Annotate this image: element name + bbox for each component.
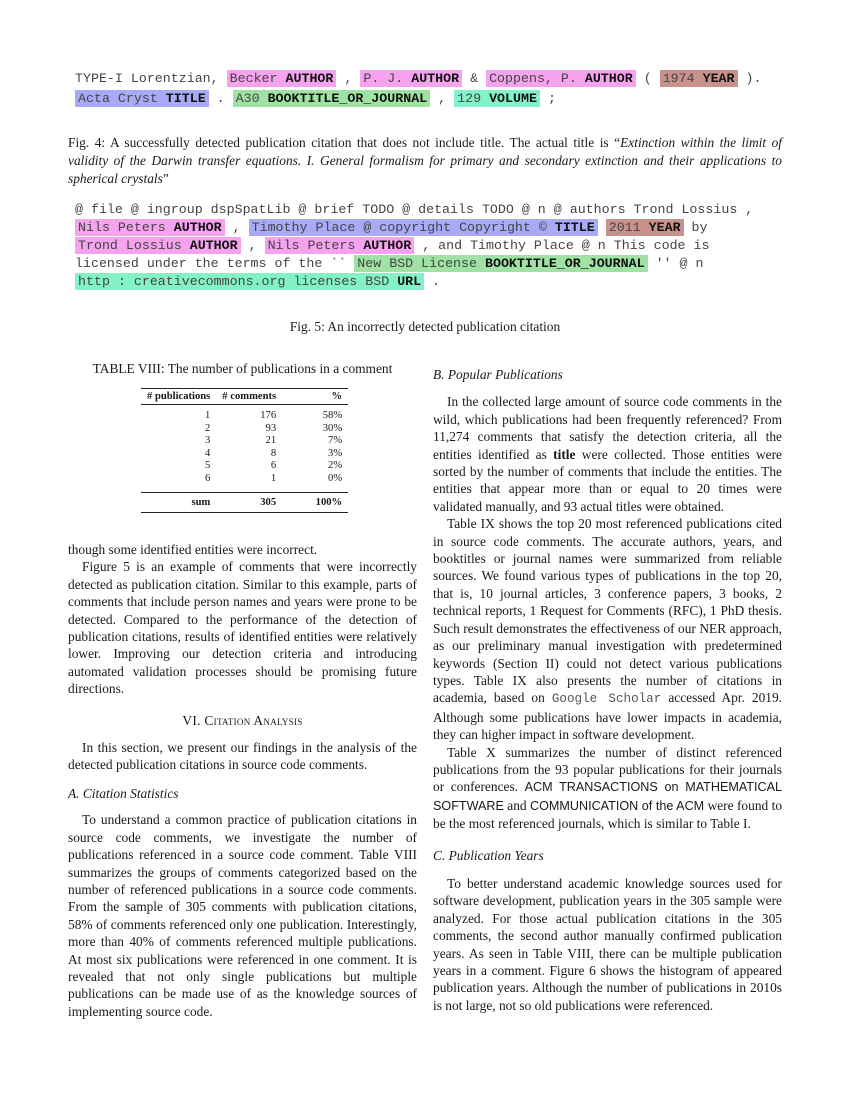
entity-label: URL xyxy=(397,274,422,289)
table-sum-row xyxy=(141,492,348,513)
entity-text: 2011 xyxy=(608,220,641,235)
table-cell: 1 xyxy=(270,472,277,484)
fig5-caption: Fig. 5: An incorrectly detected publication citation xyxy=(289,319,561,334)
col-header: # comments xyxy=(216,389,282,405)
table-row xyxy=(141,460,348,473)
col-header: % xyxy=(282,389,348,405)
code-text: , xyxy=(438,91,447,106)
entity-text: http : creativecommons.org licenses BSD xyxy=(78,274,390,289)
entity-label: YEAR xyxy=(648,220,681,235)
table-row xyxy=(141,448,348,461)
code-text: ( xyxy=(643,71,652,86)
table-cell: 0% xyxy=(328,472,343,484)
entity-label: AUTHOR xyxy=(173,220,222,235)
entity-year xyxy=(660,70,738,87)
fig4-caption xyxy=(68,134,782,188)
fig4-caption-title: Extinction within the limit of validity of the Darwin transfer equations. I. General formalism for primary and secondary extinction and their applications to spherical crystals xyxy=(68,135,783,186)
table-row xyxy=(141,435,348,448)
table-cell: 3% xyxy=(328,447,343,459)
journal-name: COMMUNICATION of the ACM xyxy=(530,798,705,813)
journal-name: ACM TRANSACTIONS on MATHEMATICAL SOFTWARE xyxy=(433,780,782,813)
table-cell: 30% xyxy=(322,422,343,434)
right-column-text xyxy=(433,366,782,1014)
entity-author xyxy=(227,70,337,87)
entity-booktitle xyxy=(233,90,431,107)
entity-label: TITLE xyxy=(554,220,595,235)
fig5-code-block xyxy=(75,201,785,291)
table-cell: 5 xyxy=(205,460,211,472)
entity-label: YEAR xyxy=(702,71,735,86)
table-cell: 3 xyxy=(205,435,211,447)
table-row xyxy=(141,405,348,423)
fig4-caption-end: ” xyxy=(162,171,169,186)
table-cell: 4 xyxy=(205,447,211,459)
table-cell: 7% xyxy=(328,435,343,447)
entity-text: A30 xyxy=(235,91,260,106)
paragraph xyxy=(433,515,782,743)
table-cell: 1 xyxy=(205,410,211,421)
code-text: TYPE-I Lorentzian, xyxy=(75,71,219,86)
code-text: ; xyxy=(547,91,556,106)
table-cell: 176 xyxy=(260,410,277,421)
entity-text: 129 xyxy=(457,91,482,106)
entity-text: Trond Lossius xyxy=(78,238,182,253)
table-cell: 6 xyxy=(270,460,277,472)
table-row xyxy=(141,423,348,436)
code-text: ). xyxy=(745,71,762,86)
code-text: , and Timothy Place @ n This code is xyxy=(422,238,710,253)
paragraph xyxy=(433,744,782,833)
entity-text: Becker xyxy=(229,71,278,86)
entity-label: AUTHOR xyxy=(584,71,633,86)
code-text: @ file @ ingroup dspSpatLib @ brief TODO @ details TODO @ n @ authors Trond Lossius , xyxy=(75,202,754,217)
entity-title xyxy=(249,219,598,236)
table-row xyxy=(141,473,348,492)
entity-label: TITLE xyxy=(165,91,206,106)
subsection-heading: C. Publication Years xyxy=(433,847,544,863)
entity-label: AUTHOR xyxy=(363,238,412,253)
entity-year xyxy=(606,219,684,236)
paragraph: Figure 5 is an example of comments that were incorrectly detected as publication citation. Similar to this example, parts of comments that include person names and years were prone to be detected. Compared to the performance of the detection of publication citations, results of identified entities were relatively lower. Improving our detection criteria and introducing automated validation processes should be promising future directions. xyxy=(68,559,417,697)
table-viii xyxy=(68,360,417,513)
entity-volume xyxy=(454,90,540,107)
entity-text: 1974 xyxy=(662,71,695,86)
code-text: by xyxy=(691,220,708,235)
entity-label: AUTHOR xyxy=(189,238,238,253)
paragraph: To understand a common practice of publication citations in source code comments, we investigate the number of publications referenced in a source code comment. Table VIII summarizes the groups of comments categorized based on the number of referenced publications in a source code comments. From the sample of 305 comments with publication citations, 58% of comments referenced only one publication. Interestingly, more than 40% of comments referenced multiple publications. At most six publications were referenced in one comment. It is revealed that not only single publications but multiple publications can be made use of as the knowledge sources of implementing source code. xyxy=(68,812,417,1019)
table-cell: 100% xyxy=(282,492,348,513)
subsection-heading: A. Citation Statistics xyxy=(68,785,179,801)
code-text: . xyxy=(432,274,441,289)
table-cell: sum xyxy=(141,492,216,513)
text-run: were collected. Those entities were sorted by the number of comments that include the entities. The entities that appear more than or equal to 20 times were validated manually, and 93 actual titles were obtained. xyxy=(433,446,783,514)
fig5-code-line-5 xyxy=(75,273,785,291)
paragraph: To better understand academic knowledge sources used for software development, publication years in the 305 sample were analyzed. For those actual publication citations in the 305 comments, the second author manually confirmed publication years. As seen in Table VIII, there can be multiple publication years in a comment. Figure 6 shows the histogram of appeared publication years. Although the number of publications in 2010s is not large, not so old publications were referenced. xyxy=(433,875,782,1013)
entity-text: Coppens, P. xyxy=(489,71,577,86)
entity-url xyxy=(75,273,424,290)
table-header-row xyxy=(141,389,348,405)
fig5-code-line-3 xyxy=(75,237,785,255)
entity-title xyxy=(75,90,209,107)
entity-author xyxy=(486,70,636,87)
entity-author xyxy=(75,237,241,254)
entity-text: Timothy Place @ copyright Copyright © xyxy=(251,220,547,235)
entity-author xyxy=(360,70,462,87)
entity-label: BOOKTITLE_OR_JOURNAL xyxy=(484,256,645,271)
table-cell: 93 xyxy=(265,422,277,434)
entity-text: Acta Cryst xyxy=(78,91,158,106)
entity-author xyxy=(75,219,225,236)
fig5-code-line-2 xyxy=(75,219,785,237)
table-cell: 8 xyxy=(270,447,277,459)
entity-booktitle xyxy=(354,255,647,272)
entity-label: AUTHOR xyxy=(411,71,460,86)
entity-label: VOLUME xyxy=(489,91,537,106)
subsection-heading: B. Popular Publications xyxy=(433,367,563,382)
table-cell: 21 xyxy=(265,435,277,447)
fig4-label: Fig. 4: xyxy=(68,135,106,150)
table-cell: 305 xyxy=(216,492,282,513)
col-header: # publications xyxy=(141,389,216,405)
fig4-caption-text: A successfully detected publication citation that does not include title. The actual title is “ xyxy=(109,135,621,150)
entity-text: P. J. xyxy=(363,71,404,86)
bold-term: title xyxy=(553,446,576,462)
text-run: In the collected large amount of source code comments in the wild, which publications had been frequently referenced? From 11,274 comments that satisfy the detection criteria, all the entities identified as xyxy=(433,394,782,462)
table-viii-caption: TABLE VIII: The number of publications in a comment xyxy=(92,361,393,376)
code-text: , xyxy=(248,238,257,253)
table-viii-grid xyxy=(141,388,348,513)
entity-text: Nils Peters xyxy=(78,220,166,235)
table-cell: 58% xyxy=(322,410,343,421)
code-text: licensed under the terms of the `` xyxy=(75,256,347,271)
entity-text: New BSD License xyxy=(357,256,477,271)
code-text: . xyxy=(216,91,225,106)
table-cell: 6 xyxy=(205,472,211,484)
entity-label: AUTHOR xyxy=(285,71,334,86)
fig4-code-block xyxy=(75,70,775,110)
table-cell: 2 xyxy=(205,422,211,434)
paragraph xyxy=(433,393,782,515)
fig4-code-line-2 xyxy=(75,90,775,110)
fig5-code-line-4 xyxy=(75,255,785,273)
text-run: and xyxy=(503,797,531,813)
code-text: & xyxy=(470,71,479,86)
fig4-code-line-1 xyxy=(75,70,775,90)
left-column-text xyxy=(68,541,417,1020)
code-text: , xyxy=(232,220,241,235)
mono-term: Google Scholar xyxy=(551,692,662,707)
text-run: Table X summarizes the number of distinct referenced publications from the 93 popular publications for their journals or conferences. xyxy=(433,744,782,795)
code-text: '' @ n xyxy=(655,256,704,271)
text-run: accessed Apr. 2019. Although some publications have lower impacts in academia, they can higher impact in software development. xyxy=(433,690,783,743)
entity-label: BOOKTITLE_OR_JOURNAL xyxy=(267,91,428,106)
section-heading: VI. Citation Analysis xyxy=(182,712,303,728)
entity-text: Nils Peters xyxy=(267,238,356,253)
text-run: Table IX shows the top 20 most referenced publications cited in source code comments. The accurate authors, years, and booktitles or journal names were summarized from reliable sources. We found various types of publications in the top 20, that is, 10 journal articles, 3 conference papers, 3 books, 2 technical reports, 1 Request for Comments (RFC), 1 PhD thesis. Such result demonstrates the effectiveness of our NER approach, as our preliminary manual investigation with predetermined keywords (Section II) could not detect various publications types. Table IX also presents the number of citations in academia, based on xyxy=(433,516,782,706)
entity-author xyxy=(265,237,415,254)
code-text: , xyxy=(344,71,353,86)
text-run: were found to be the most referenced journals, which is similar to Table I. xyxy=(433,797,783,832)
fig5-code-line-1 xyxy=(75,201,785,219)
paragraph: In this section, we present our findings in the analysis of the detected publication citations in source code comments. xyxy=(68,740,417,773)
paragraph: though some identified entities were incorrect. xyxy=(68,542,318,557)
table-cell: 2% xyxy=(328,460,343,472)
